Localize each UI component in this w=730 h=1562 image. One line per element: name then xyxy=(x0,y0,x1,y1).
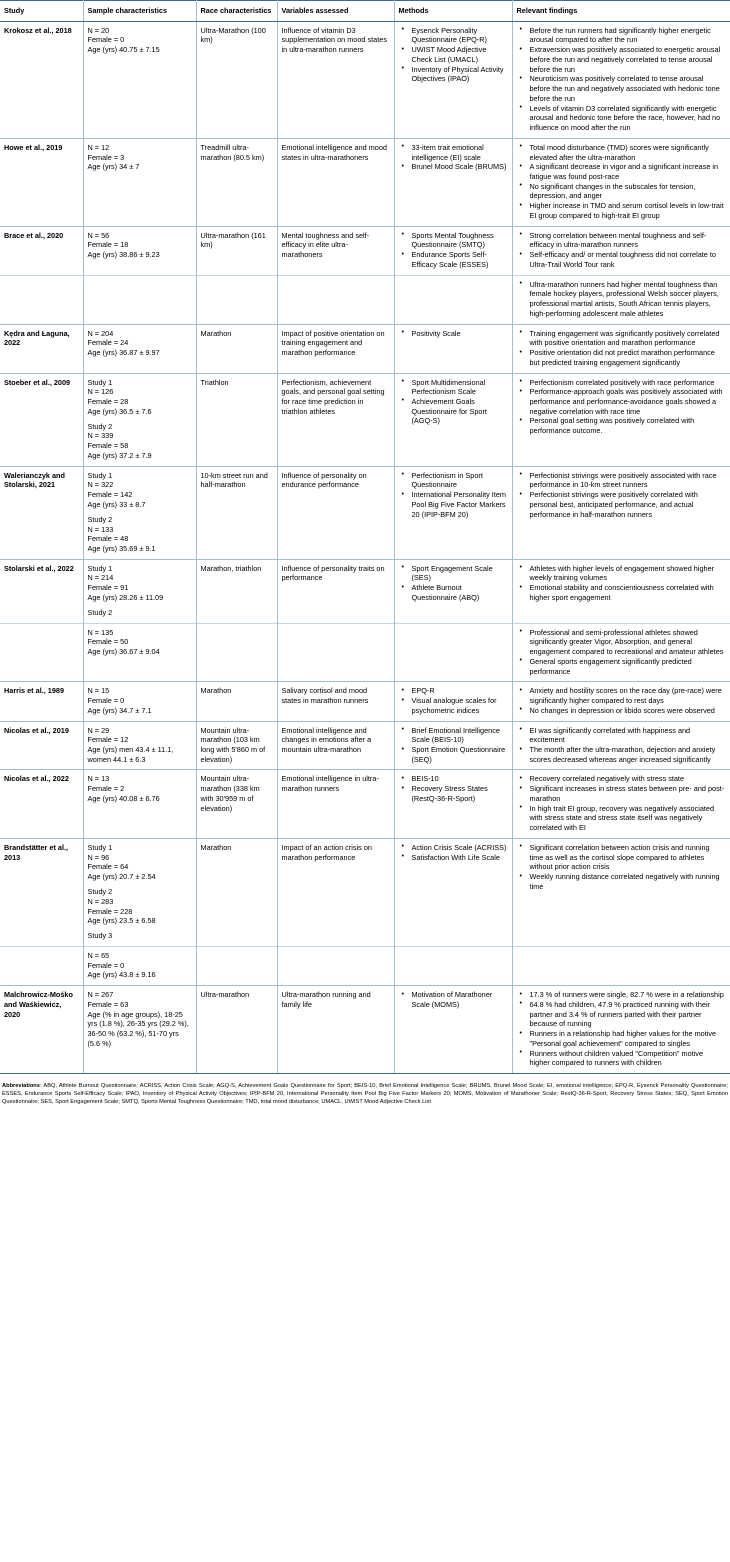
bullet-item: • Positive orientation did not predict marathon performance but predicted training engagement significantly xyxy=(530,348,726,367)
cell-variables-assessed: Mental toughness and self-efficacy in elite ultra-marathoners xyxy=(277,226,394,275)
bullet-item: • Extraversion was positively associated to energetic arousal before the run and negatively correlated to tense arousal before the run xyxy=(530,45,726,74)
cell-sample-characteristics xyxy=(83,226,196,275)
abbreviations-label: Abbreviations xyxy=(2,1083,40,1090)
text-line: Age (yrs) 36.5 ± 7.6 xyxy=(87,406,152,416)
text-line: Study 2 xyxy=(87,514,113,524)
cell-race-characteristics: Treadmill ultra-marathon (80.5 km) xyxy=(196,138,277,226)
bullet-item: • 33-item trait emotional intelligence (EI) scale xyxy=(412,143,507,162)
bullet-item: • A significant decrease in vigor and a significant increase in fatigue was found post-race xyxy=(530,162,726,181)
text-line: Howe et al., 2019 xyxy=(4,142,63,152)
findings-list xyxy=(517,329,726,368)
cell-relevant-findings xyxy=(512,324,730,373)
table-row xyxy=(0,623,730,682)
text-line: N = 12 xyxy=(87,142,110,152)
cell-study xyxy=(0,770,83,838)
text-line: Female = 24 xyxy=(87,338,129,348)
bullet-item: • Endurance Sports Self-Efficacy Scale (ESSES) xyxy=(412,250,507,269)
bullet-item: • Athletes with higher levels of engagement showed higher weekly training volumes xyxy=(530,564,726,583)
table-row xyxy=(0,770,730,838)
table-row xyxy=(0,986,730,1074)
table-row xyxy=(0,947,730,986)
text-line: Age (yrs) 33 ± 8.7 xyxy=(87,499,146,509)
text-line: Female = 142 xyxy=(87,490,133,500)
text-line: Age (yrs) 36.87 ± 9.97 xyxy=(87,348,160,358)
bullet-item: • Satisfaction With Life Scale xyxy=(412,853,507,863)
cell-variables-assessed: Perfectionism, achievement goals, and personal goal setting for race time prediction in triathlon athletes xyxy=(277,373,394,466)
cell-variables-assessed: Impact of positive orientation on training engagement and marathon performance xyxy=(277,324,394,373)
text-line: Age (yrs) men 43.4 ± 11.1, women 44.1 ± 6.3 xyxy=(87,745,174,764)
text-line: Age (yrs) 28.26 ± 11.09 xyxy=(87,592,164,602)
bullet-item: • Anxiety and hostility scores on the race day (pre-race) were significantly higher compared to rest days xyxy=(530,686,726,705)
bullet-item: • Total mood disturbance (TMD) scores were significantly elevated after the ultra-marathon xyxy=(530,143,726,162)
cell-relevant-findings xyxy=(512,721,730,770)
column-header-sample-characteristics: Sample characteristics xyxy=(83,1,196,22)
cell-study xyxy=(0,986,83,1074)
text-line: Stoeber et al., 2009 xyxy=(4,377,71,387)
bullet-item: • Visual analogue scales for psychometric indices xyxy=(412,696,507,715)
bullet-item: • Achievement Goals Questionnaire for Sport (AGQ-S) xyxy=(412,397,507,426)
text-line: Brace et al., 2020 xyxy=(4,230,64,240)
bullet-item: • Brief Emotional Intelligence Scale (BEIS-10) xyxy=(412,726,507,745)
bullet-item: • Recovery Stress States (RestQ-36-R-Sport) xyxy=(412,784,507,803)
cell-methods xyxy=(394,275,512,324)
bullet-item: • BEIS-10 xyxy=(412,774,507,784)
cell-relevant-findings xyxy=(512,466,730,559)
bullet-item: • Eysenck Personality Questionnaire (EPQ-R) xyxy=(412,26,507,45)
cell-methods xyxy=(394,838,512,946)
findings-list xyxy=(517,378,726,436)
bullet-item: • Sports Mental Toughness Questionnaire (SMTQ) xyxy=(412,231,507,250)
text-line: N = 283 xyxy=(87,896,114,906)
methods-list xyxy=(399,471,507,520)
text-line: N = 267 xyxy=(87,990,114,1000)
text-line: Study 2 xyxy=(87,421,113,431)
bullet-item: • Sport Multidimensional Perfectionism Scale xyxy=(412,378,507,397)
cell-variables-assessed xyxy=(277,947,394,986)
bullet-item: • Professional and semi-professional athletes showed significantly greater Vigor, Absorption, and general engagement compared to recreational and amateur athletes xyxy=(530,628,726,657)
text-line: Age (yrs) 40.08 ± 6.76 xyxy=(87,793,160,803)
cell-variables-assessed: Influence of personality on endurance performance xyxy=(277,466,394,559)
table-row xyxy=(0,466,730,559)
cell-race-characteristics: 10-km street run and half-marathon xyxy=(196,466,277,559)
cell-relevant-findings xyxy=(512,275,730,324)
text-line: Study 1 xyxy=(87,842,113,852)
cell-race-characteristics xyxy=(196,623,277,682)
text-line: Age (yrs) 34.7 ± 7.1 xyxy=(87,705,152,715)
cell-relevant-findings xyxy=(512,21,730,138)
table-row xyxy=(0,838,730,946)
methods-list xyxy=(399,26,507,84)
bullet-item: • International Personality Item Pool Big Five Factor Markers 20 (IPIP-BFM 20) xyxy=(412,490,507,519)
table-header xyxy=(0,1,730,22)
cell-methods xyxy=(394,324,512,373)
cell-sample-characteristics xyxy=(83,947,196,986)
text-line: Nicolas et al., 2019 xyxy=(4,725,69,735)
text-line: N = 322 xyxy=(87,480,114,490)
text-line: Female = 64 xyxy=(87,862,129,872)
text-line: Stolarski et al., 2022 xyxy=(4,563,74,573)
bullet-item: • The month after the ultra-marathon, dejection and anxiety scores decreased whereas anger increased significantly xyxy=(530,745,726,764)
bullet-item: • Athlete Burnout Questionnaire (ABQ) xyxy=(412,583,507,602)
cell-methods xyxy=(394,466,512,559)
column-header-methods: Methods xyxy=(394,1,512,22)
methods-list xyxy=(399,231,507,270)
text-line: Walerianczyk and Stolarski, 2021 xyxy=(4,470,65,490)
cell-study xyxy=(0,138,83,226)
table-body xyxy=(0,21,730,1073)
table-row xyxy=(0,682,730,721)
cell-methods xyxy=(394,682,512,721)
cell-race-characteristics xyxy=(196,947,277,986)
text-line: Female = 58 xyxy=(87,441,129,451)
bullet-item: • Training engagement was significantly positively correlated with positive orientation and marathon performance xyxy=(530,329,726,348)
bullet-item: • Levels of vitamin D3 correlated significantly with energetic arousal and hedonic tone before the race, however, had no influence on mood after the run xyxy=(530,104,726,133)
table-row xyxy=(0,373,730,466)
findings-list xyxy=(517,686,726,715)
text-line: Nicolas et al., 2022 xyxy=(4,774,69,784)
cell-study xyxy=(0,373,83,466)
cell-variables-assessed xyxy=(277,623,394,682)
cell-methods xyxy=(394,373,512,466)
methods-list xyxy=(399,329,507,339)
cell-sample-characteristics xyxy=(83,324,196,373)
text-line: N = 56 xyxy=(87,230,110,240)
bullet-item: • Brunel Mood Scale (BRUMS) xyxy=(412,162,507,172)
table-row xyxy=(0,138,730,226)
text-line: Study 1 xyxy=(87,470,113,480)
cell-study xyxy=(0,682,83,721)
bullet-item: • Higher increase in TMD and serum cortisol levels in low-trait EI group compared to high-trait EI group xyxy=(530,201,726,220)
bullet-item: • EI was significantly correlated with happiness and excitement xyxy=(530,726,726,745)
table-row xyxy=(0,226,730,275)
text-line: Age (yrs) 37.2 ± 7.9 xyxy=(87,450,152,460)
cell-relevant-findings xyxy=(512,986,730,1074)
cell-variables-assessed: Influence of personality traits on performance xyxy=(277,559,394,623)
cell-variables-assessed: Emotional intelligence in ultra-marathon runners xyxy=(277,770,394,838)
bullet-item: • Strong correlation between mental toughness and self-efficacy in ultra-marathon runners xyxy=(530,231,726,250)
cell-methods xyxy=(394,623,512,682)
bullet-item: • Self-efficacy and/ or mental toughness did not correlate to Ultra-Trail World Tour rank xyxy=(530,250,726,269)
cell-variables-assessed: Emotional intelligence and changes in emotions after a mountain ultra-marathon xyxy=(277,721,394,770)
text-line: Study 2 xyxy=(87,887,113,897)
cell-sample-characteristics xyxy=(83,559,196,623)
text-line: Female = 28 xyxy=(87,396,129,406)
table-row xyxy=(0,21,730,138)
text-line: Study 3 xyxy=(87,931,113,941)
text-line: Age (yrs) 23.5 ± 6.58 xyxy=(87,916,156,926)
cell-study xyxy=(0,838,83,946)
bullet-item: • Significant increases in stress states between pre- and post-marathon xyxy=(530,784,726,803)
text-line: Female = 0 xyxy=(87,696,125,706)
bullet-item: • Ultra-marathon runners had higher mental toughness than female hockey players, professional Welsh soccer players, professional martial artists, South African tennis players, high-performing adolescent male athletes xyxy=(530,280,726,319)
table-row xyxy=(0,721,730,770)
cell-relevant-findings xyxy=(512,947,730,986)
text-line: Age (yrs) 43.8 ± 9.16 xyxy=(87,970,156,980)
findings-list xyxy=(517,628,726,677)
text-line: Study 2 xyxy=(87,607,113,617)
cell-relevant-findings xyxy=(512,138,730,226)
text-line: Study 1 xyxy=(87,377,113,387)
text-line: Age (yrs) 34 ± 7 xyxy=(87,162,140,172)
cell-study xyxy=(0,324,83,373)
cell-sample-characteristics xyxy=(83,138,196,226)
cell-variables-assessed: Salivary cortisol and mood states in marathon runners xyxy=(277,682,394,721)
bullet-item: • No changes in depression or libido scores were observed xyxy=(530,706,726,716)
cell-relevant-findings xyxy=(512,559,730,623)
cell-methods xyxy=(394,721,512,770)
cell-sample-characteristics xyxy=(83,373,196,466)
cell-study xyxy=(0,466,83,559)
bullet-item: • No significant changes in the subscales for tension, depression, and anger xyxy=(530,182,726,201)
findings-list xyxy=(517,231,726,270)
cell-methods xyxy=(394,986,512,1074)
text-line: Study 1 xyxy=(87,563,113,573)
cell-study xyxy=(0,721,83,770)
methods-list xyxy=(399,843,507,862)
cell-study xyxy=(0,947,83,986)
cell-race-characteristics: Marathon xyxy=(196,324,277,373)
cell-race-characteristics: Ultra-marathon (161 km) xyxy=(196,226,277,275)
bullet-item: • Before the run runners had significantly higher energetic arousal compared to after the run xyxy=(530,26,726,45)
findings-list xyxy=(517,471,726,520)
bullet-item: • Performance-approach goals was positively associated with performance and performance-avoidance goals showed a negative correlation with race time xyxy=(530,387,726,416)
cell-variables-assessed: Emotional intelligence and mood states in ultra-marathoners xyxy=(277,138,394,226)
text-line: Malchrowicz-Mośko and Waśkiewicz, 2020 xyxy=(4,990,73,1019)
bullet-item: • Positivity Scale xyxy=(412,329,507,339)
bullet-item: • Perfectionism correlated positively with race performance xyxy=(530,378,726,388)
text-line: Age (yrs) 40.75 ± 7.15 xyxy=(87,45,160,55)
bullet-item: • Neuroticism was positively correlated to tense arousal before the run and negatively associated with hedonic tone before the run xyxy=(530,74,726,103)
column-header-variables-assessed: Variables assessed xyxy=(277,1,394,22)
methods-list xyxy=(399,378,507,427)
cell-methods xyxy=(394,138,512,226)
bullet-item: • EPQ-R xyxy=(412,686,507,696)
bullet-item: • Sport Emotion Questionnaire (SEQ) xyxy=(412,745,507,764)
cell-sample-characteristics xyxy=(83,623,196,682)
cell-sample-characteristics xyxy=(83,986,196,1074)
bullet-item: • Sport Engagement Scale (SES) xyxy=(412,564,507,583)
findings-list xyxy=(517,564,726,603)
text-line: Female = 2 xyxy=(87,784,125,794)
text-line: Female = 50 xyxy=(87,637,129,647)
cell-variables-assessed xyxy=(277,275,394,324)
bullet-item: • Inventory of Physical Activity Objectives (IPAO) xyxy=(412,65,507,84)
bullet-item: • UWIST Mood Adjective Check List (UMACL) xyxy=(412,45,507,64)
cell-sample-characteristics xyxy=(83,21,196,138)
bullet-item: • Emotional stability and conscientiousness correlated with higher sport engagement xyxy=(530,583,726,602)
text-line: Female = 63 xyxy=(87,999,129,1009)
text-line: Female = 0 xyxy=(87,960,125,970)
column-header-race-characteristics: Race characteristics xyxy=(196,1,277,22)
cell-race-characteristics: Mountain ultra-marathon (103 km long with 5'860 m of elevation) xyxy=(196,721,277,770)
bullet-item: • 17.3 % of runners were single, 82.7 % were in a relationship xyxy=(530,990,726,1000)
cell-variables-assessed: Ultra-marathon running and family life xyxy=(277,986,394,1074)
findings-list xyxy=(517,26,726,133)
methods-list xyxy=(399,990,507,1009)
table-row xyxy=(0,324,730,373)
cell-variables-assessed: Influence of vitamin D3 supplementation on mood states in ultra-marathon runners xyxy=(277,21,394,138)
cell-race-characteristics: Ultra-Marathon (100 km) xyxy=(196,21,277,138)
findings-list xyxy=(517,726,726,765)
bullet-item: • Significant correlation between action crisis and running time as well as the cortisol slope compared to athletes without prior action crisis xyxy=(530,843,726,872)
text-line: Female = 91 xyxy=(87,583,129,593)
text-line: N = 126 xyxy=(87,387,114,397)
cell-study xyxy=(0,226,83,275)
cell-relevant-findings xyxy=(512,838,730,946)
text-line: Krokosz et al., 2018 xyxy=(4,25,72,35)
text-line: N = 29 xyxy=(87,725,110,735)
methods-list xyxy=(399,774,507,803)
methods-list xyxy=(399,564,507,603)
table-header-row xyxy=(0,1,730,22)
text-line: N = 20 xyxy=(87,25,110,35)
cell-methods xyxy=(394,559,512,623)
abbreviations-footnote xyxy=(0,1074,730,1110)
cell-race-characteristics: Mountain ultra-marathon (338 km with 30'959 m of elevation) xyxy=(196,770,277,838)
cell-relevant-findings xyxy=(512,373,730,466)
bullet-item: • General sports engagement significantly predicted performance xyxy=(530,657,726,676)
cell-sample-characteristics xyxy=(83,721,196,770)
methods-list xyxy=(399,726,507,765)
cell-relevant-findings xyxy=(512,226,730,275)
bullet-item: • Action Crisis Scale (ACRISS) xyxy=(412,843,507,853)
cell-race-characteristics: Ultra-marathon xyxy=(196,986,277,1074)
cell-race-characteristics: Marathon xyxy=(196,838,277,946)
cell-sample-characteristics xyxy=(83,770,196,838)
text-line: Age (yrs) 35.69 ± 9.1 xyxy=(87,544,156,554)
text-line: Brandstätter et al., 2013 xyxy=(4,842,69,862)
text-line: N = 15 xyxy=(87,686,110,696)
findings-list xyxy=(517,280,726,319)
bullet-item: • Runners in a relationship had higher values for the motive "Personal goal achievement" compared to singles xyxy=(530,1029,726,1048)
bullet-item: • Perfectionist strivings were positively correlated with personal best, anticipated performance, and actual performance in half-marathon runners xyxy=(530,490,726,519)
text-line: Female = 3 xyxy=(87,152,125,162)
cell-race-characteristics: Marathon xyxy=(196,682,277,721)
table-row xyxy=(0,275,730,324)
cell-study xyxy=(0,623,83,682)
cell-relevant-findings xyxy=(512,770,730,838)
text-line: N = 135 xyxy=(87,627,114,637)
bullet-item: • Motivation of Marathoner Scale (MOMS) xyxy=(412,990,507,1009)
cell-variables-assessed: Impact of an action crisis on marathon performance xyxy=(277,838,394,946)
text-line: Harris et al., 1989 xyxy=(4,686,65,696)
text-line: Age (yrs) 20.7 ± 2.54 xyxy=(87,872,156,882)
bullet-item: • Recovery correlated negatively with stress state xyxy=(530,774,726,784)
findings-list xyxy=(517,843,726,892)
cell-sample-characteristics xyxy=(83,682,196,721)
text-line: N = 339 xyxy=(87,431,114,441)
bullet-item: • In high trait EI group, recovery was negatively associated with stress state and stress state itself was negatively correlated with EI xyxy=(530,804,726,833)
text-line: Age (yrs) 36.67 ± 9.04 xyxy=(87,647,160,657)
findings-list xyxy=(517,990,726,1068)
cell-relevant-findings xyxy=(512,682,730,721)
text-line: N = 13 xyxy=(87,774,110,784)
text-line: Female = 0 xyxy=(87,35,125,45)
findings-list xyxy=(517,774,726,832)
bullet-item: • 64.8 % had children, 47.9 % practiced running with their partner and 3.4 % of runners parted with their partner because of running xyxy=(530,1000,726,1029)
bullet-item: • Runners without children valued "Competition" motive higher compared to runners with children xyxy=(530,1049,726,1068)
cell-race-characteristics xyxy=(196,275,277,324)
cell-study xyxy=(0,21,83,138)
text-line: Age (% in age groups), 18-25 yrs (1.8 %), 26-35 yrs (29.2 %), 36-50 % (63.2 %), 51-70 yrs (5.6 %) xyxy=(87,1009,189,1048)
cell-relevant-findings xyxy=(512,623,730,682)
text-line: Female = 48 xyxy=(87,534,129,544)
cell-race-characteristics: Marathon, triathlon xyxy=(196,559,277,623)
cell-study xyxy=(0,275,83,324)
text-line: Female = 12 xyxy=(87,735,129,745)
cell-sample-characteristics xyxy=(83,838,196,946)
cell-methods xyxy=(394,226,512,275)
text-line: N = 96 xyxy=(87,852,110,862)
text-line: N = 204 xyxy=(87,328,114,338)
text-line: N = 133 xyxy=(87,524,114,534)
methods-list xyxy=(399,143,507,172)
bullet-item: • Personal goal setting was positively correlated with performance outcome. xyxy=(530,416,726,435)
text-line: N = 65 xyxy=(87,951,110,960)
text-line: Age (yrs) 38.86 ± 9.23 xyxy=(87,250,160,260)
text-line: Female = 228 xyxy=(87,906,133,916)
table-row xyxy=(0,559,730,623)
bullet-item: • Perfectionism in Sport Questionnaire xyxy=(412,471,507,490)
bullet-item: • Perfectionist strivings were positively associated with race performance in 10-km street runners xyxy=(530,471,726,490)
text-line: N = 214 xyxy=(87,573,114,583)
text-line: Kędra and Łaguna, 2022 xyxy=(4,328,70,348)
cell-methods xyxy=(394,770,512,838)
column-header-relevant-findings: Relevant findings xyxy=(512,1,730,22)
cell-study xyxy=(0,559,83,623)
findings-list xyxy=(517,143,726,221)
cell-methods xyxy=(394,21,512,138)
cell-sample-characteristics xyxy=(83,275,196,324)
methods-list xyxy=(399,686,507,715)
cell-methods xyxy=(394,947,512,986)
cell-race-characteristics: Triathlon xyxy=(196,373,277,466)
text-line: Female = 18 xyxy=(87,240,129,250)
cell-sample-characteristics xyxy=(83,466,196,559)
column-header-study: Study xyxy=(0,1,83,22)
bullet-item: • Weekly running distance correlated negatively with running time xyxy=(530,872,726,891)
abbreviations-text: : ABQ, Athlete Burnout Questionnaire; ACRISS, Action Crisis Scale; AGQ-S, Achievement Goals Questionnaire for Sport; BEIS-10, Brief Emotional Intelligence Scale; BRUMS, Brunel Mood Scale; EI, emotional intelligence; EPQ-R, Eysenck Personality Questionnaire; ESSES, Endurance Sports Self-Efficacy Scale; IPAO, Inventory of Physical Activity Objectives; IPIP-BFM 20, International Personality Item Pool Big Five Factor Markers 20; MOMS, Motivation of Marathoner Scale; RestQ-36-R-Sport, Recovery Stress States; SEQ, Sport Emotion Questionnaire; SES, Sport Engagement Scale; SMTQ, Sports Mental Toughness Questionnaire; TMD, total mood disturbance; UMACL, UWIST Mood Adjective Check List xyxy=(2,1083,728,1106)
